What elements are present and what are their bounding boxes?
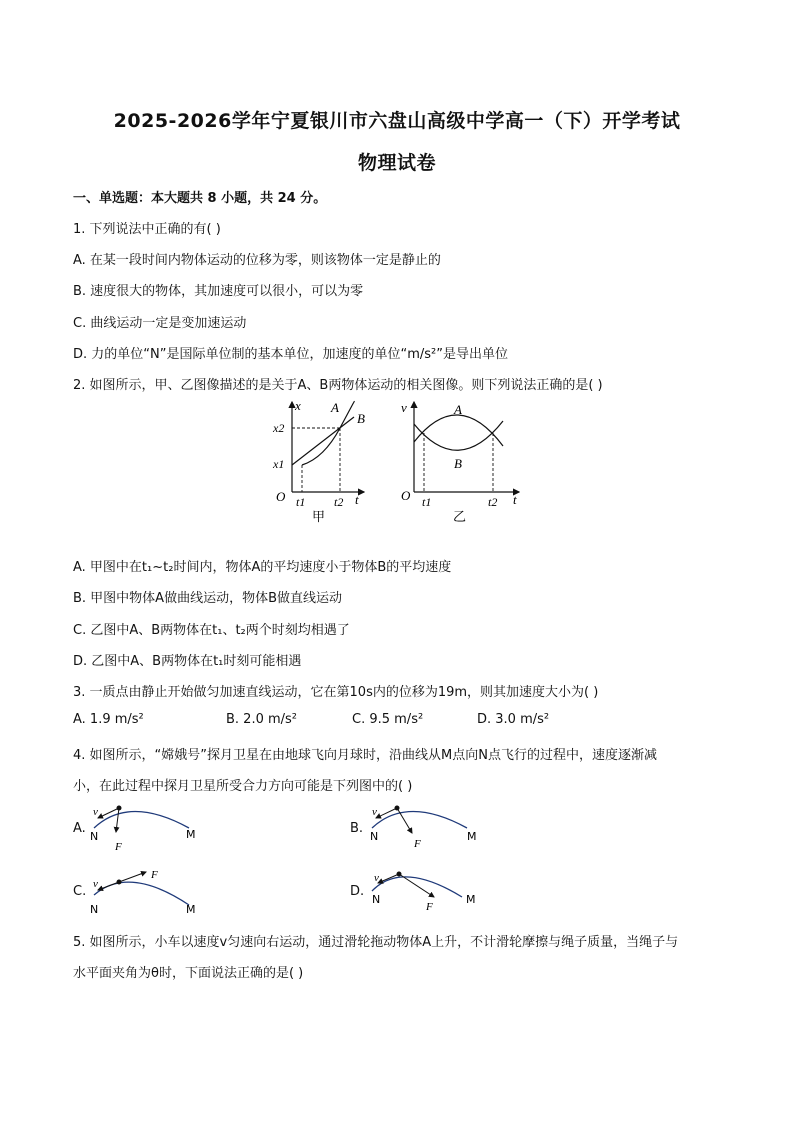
svg-text:N: N [370,830,379,843]
yi-curve-b [414,421,503,450]
yi-tick-t1: t1 [422,495,432,509]
q5-stem-line1: 5. 如图所示，小车以速度v匀速向右运动，通过滑轮拖动物体A上升，不计滑轮摩擦与绳子质量，当绳子与 [73,935,679,950]
q3-option-c: C. 9.5 m/s² [352,712,424,727]
q2-option-d: D. 乙图中A、B两物体在t₁时刻可能相遇 [73,654,302,669]
q4-option-d-label: D. [350,884,365,899]
jia-x-label: t [355,492,359,507]
jia-label-b: B [357,411,365,426]
q4-option-c-label: C. [73,884,87,899]
q4-diagram-d [362,865,492,920]
q1-option-a: A. 在某一段时间内物体运动的位移为零，则该物体一定是静止的 [73,253,441,268]
jia-tick-x2: x2 [273,421,285,435]
q2-option-a: A. 甲图中在t₁~t₂时间内，物体A的平均速度小于物体B的平均速度 [73,560,452,575]
yi-x-label: t [513,492,517,507]
jia-y-label: x [295,398,301,413]
jia-caption: 甲 [312,510,326,525]
q4-diagram-c [84,865,214,920]
svg-text:M: M [186,828,196,841]
yi-origin: O [401,488,411,503]
svg-text:v: v [372,806,377,818]
yi-label-b: B [454,456,462,471]
exam-title: 2025-2026学年宁夏银川市六盘山高级中学高一（下）开学考试 [113,110,681,132]
jia-curve-a [302,402,354,465]
yi-label-a: A [454,402,462,417]
svg-text:F: F [115,841,122,853]
svg-text:v: v [93,878,98,890]
q2-option-b: B. 甲图中物体A做曲线运动，物体B做直线运动 [73,591,342,606]
q5-stem-line2: 水平面夹角为θ时，下面说法正确的是( ) [73,966,304,981]
q4-stem-line2: 小，在此过程中探月卫星所受合力方向可能是下列图中的( ) [73,779,413,794]
jia-line-b [292,417,354,465]
exam-subtitle: 物理试卷 [357,152,436,174]
section-heading: 一、单选题：本大题共 8 小题，共 24 分。 [73,191,327,206]
svg-text:M: M [467,830,477,843]
svg-text:N: N [372,893,381,906]
q4-diagram-a [84,800,214,855]
q2-stem: 2. 如图所示，甲、乙图像描述的是关于A、B两物体运动的相关图像。则下列说法正确的是( ) [73,378,603,393]
jia-label-a: A [331,400,339,415]
yi-caption: 乙 [453,510,467,525]
svg-text:v: v [93,806,98,818]
q3-option-d: D. 3.0 m/s² [477,712,550,727]
q1-stem: 1. 下列说法中正确的有( ) [73,222,221,237]
svg-text:N: N [90,903,99,916]
q1-option-c: C. 曲线运动一定是变加速运动 [73,316,247,331]
q4-option-b-label: B. [350,821,364,836]
q3-option-a: A. 1.9 m/s² [73,712,144,727]
trajectory-a [94,812,189,829]
q4-diagram-b [362,800,492,855]
jia-tick-x1: x1 [273,457,285,471]
yi-curve-a [414,415,503,446]
q4-option-a-label: A. [73,821,86,836]
jia-tick-t2: t2 [334,495,344,509]
q1-option-d: D. 力的单位“N”是国际单位制的基本单位，加速度的单位“m/s²”是导出单位 [73,347,508,362]
svg-text:N: N [90,830,99,843]
yi-tick-t2: t2 [488,495,498,509]
jia-origin: O [276,489,286,504]
q4-stem-line1: 4. 如图所示，“嫦娥号”探月卫星在由地球飞向月球时，沿曲线从M点向N点飞行的过程中，速度逐渐减 [73,748,657,763]
trajectory-b [372,812,467,829]
svg-text:F: F [414,838,421,850]
q1-option-b: B. 速度很大的物体，其加速度可以很小，可以为零 [73,284,364,299]
q3-option-b: B. 2.0 m/s² [226,712,298,727]
q2-figure-yi [395,396,525,526]
svg-text:M: M [466,893,476,906]
q2-figure-jia [262,396,372,526]
q3-stem: 3. 一质点由静止开始做匀加速直线运动，它在第10s内的位移为19m，则其加速度大小为( ) [73,685,599,700]
svg-text:F: F [426,901,433,913]
q2-option-c: C. 乙图中A、B两物体在t₁、t₂两个时刻均相遇了 [73,623,350,638]
jia-tick-t1: t1 [296,495,306,509]
yi-y-label: v [401,400,407,415]
svg-text:v: v [374,872,379,884]
svg-text:F: F [151,869,158,881]
svg-text:M: M [186,903,196,916]
